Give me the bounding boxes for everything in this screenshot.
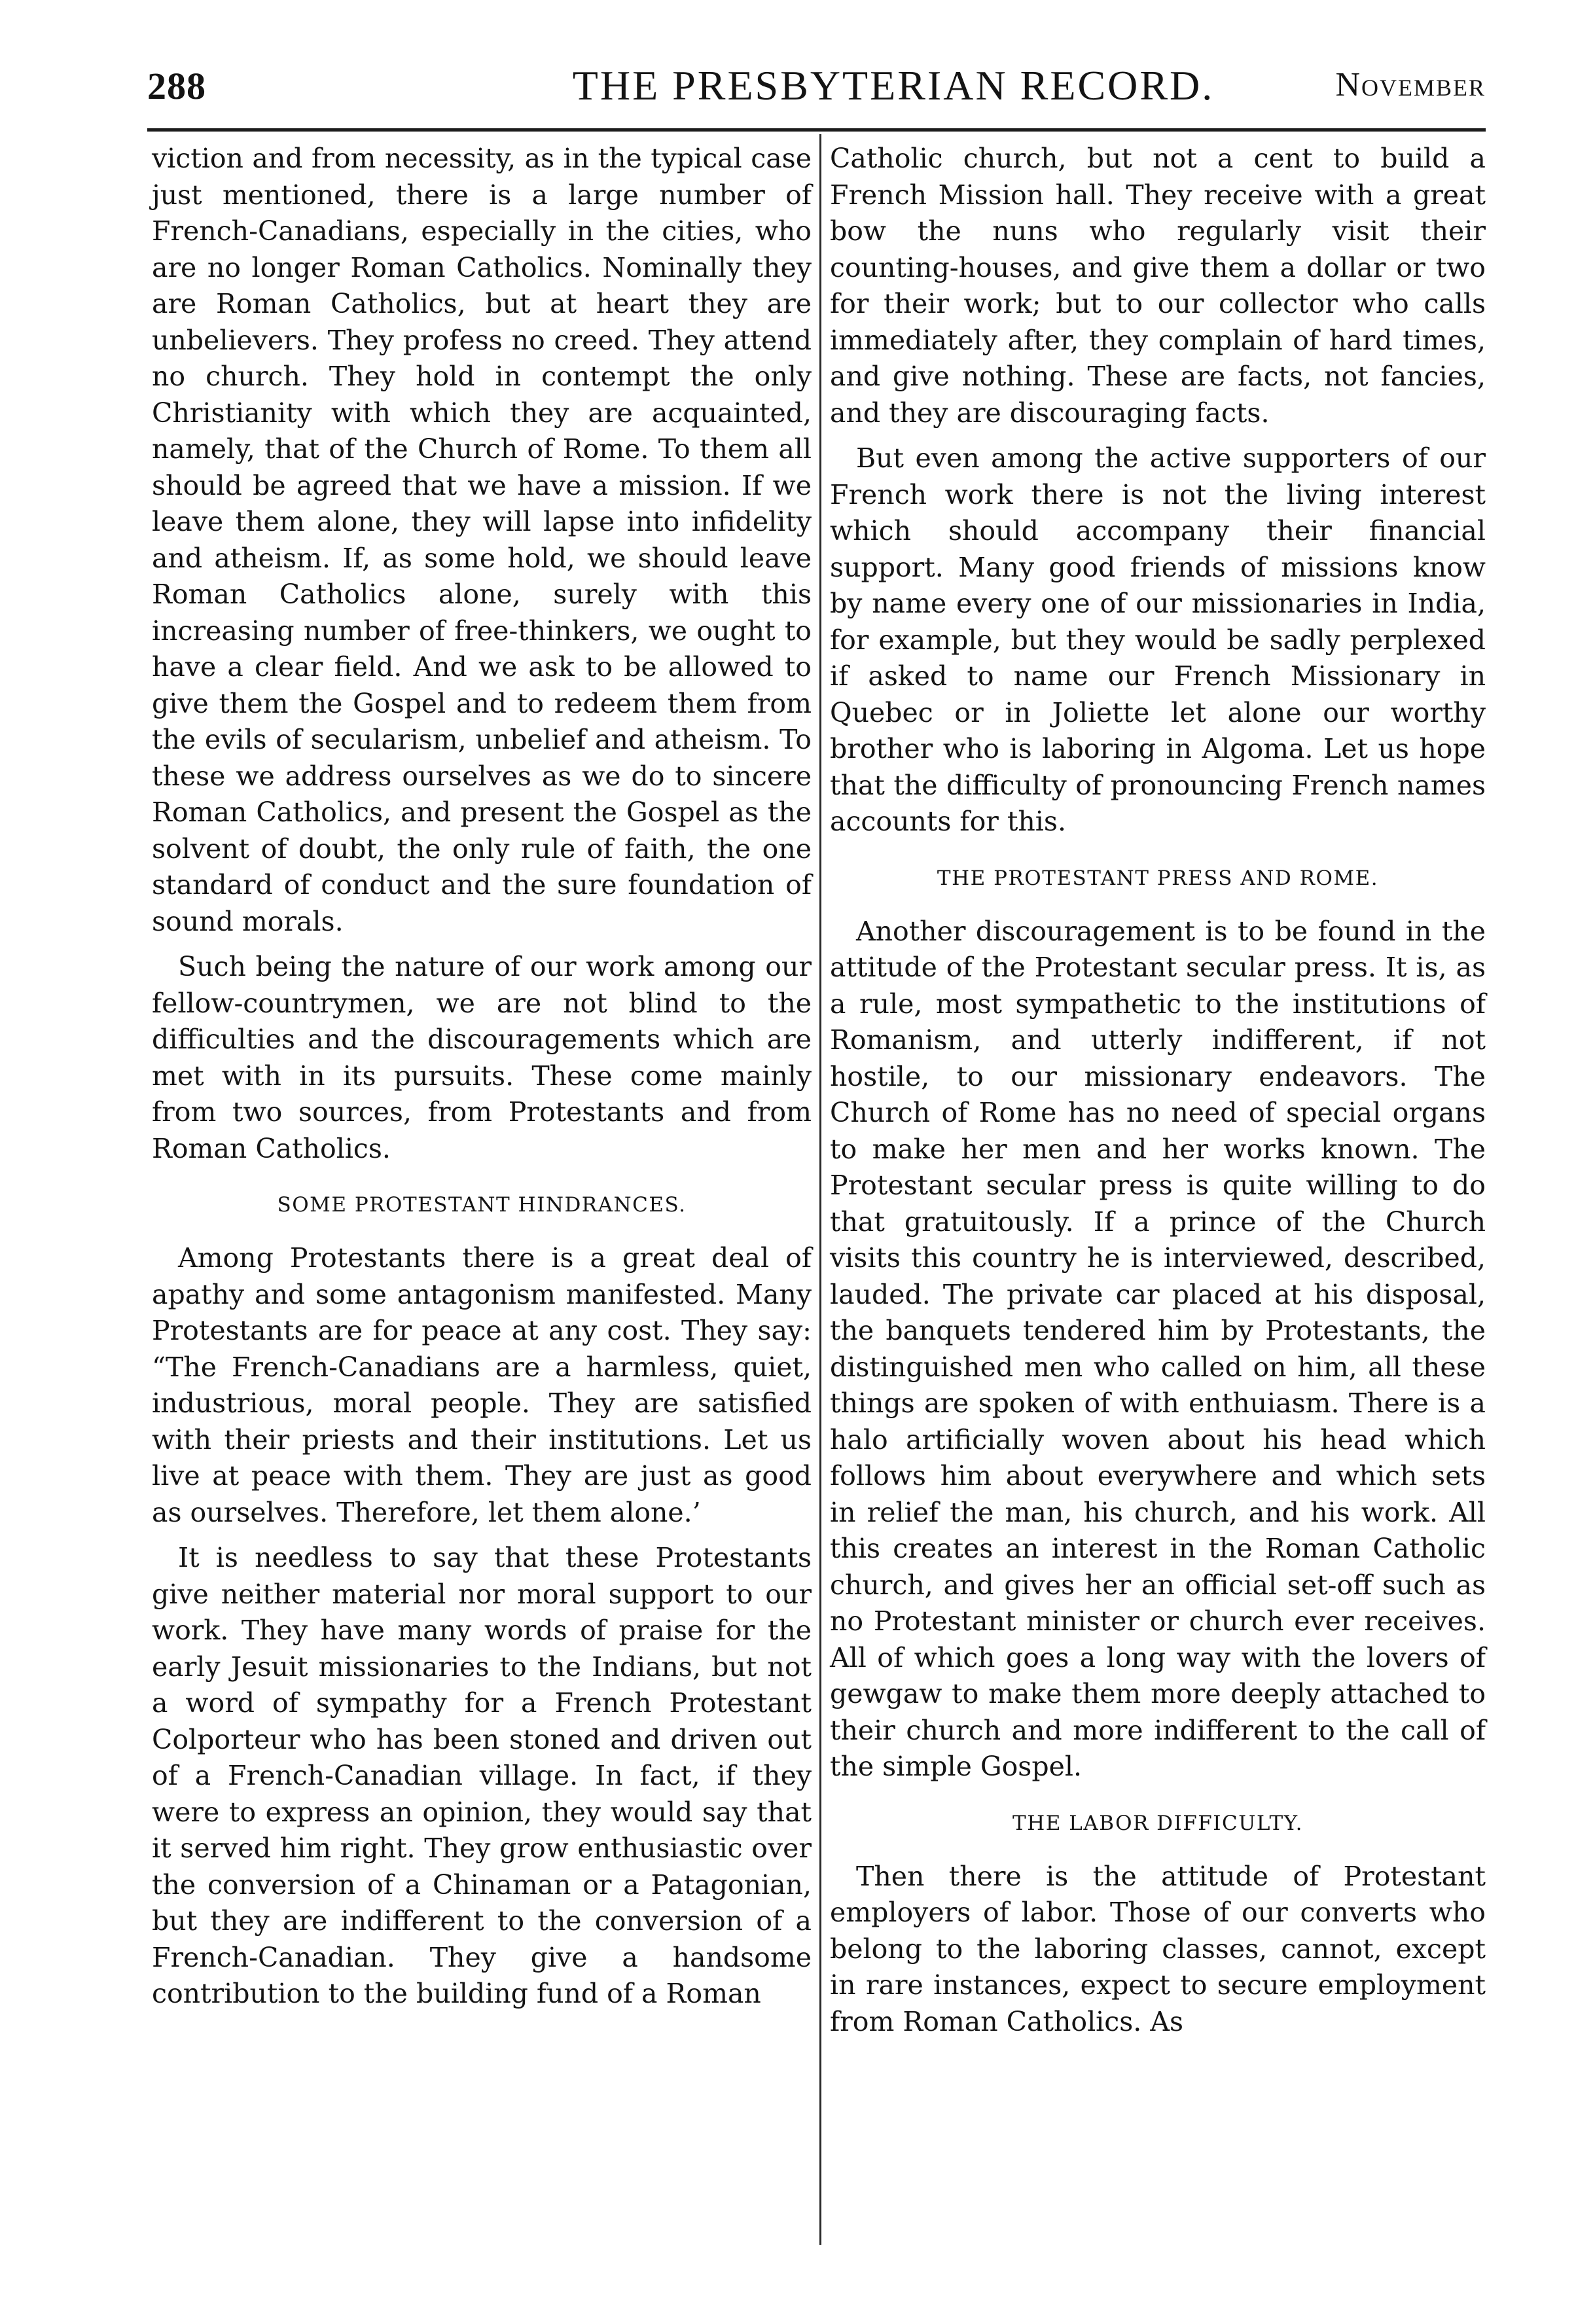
left-column [152, 141, 812, 2022]
section-heading: THE LABOR DIFFICULTY. [1012, 1811, 1303, 1835]
publication-title: THE PRESBYTERIAN RECORD. [572, 62, 1215, 109]
paragraph: Then there is the attitude of Protestant employers of labor. Those of our converts who belong to the laboring classes, cannot, except in rare instances, expect to secure employment from Roman Catholics. As [830, 1860, 1486, 2037]
paragraph: Another discouragement is to be found in the attitude of the Protestant secular press. It is, as a rule, most sympathetic to the institutions of Romanism, and utterly indifferent, if not hostile, to our missionary endeavors. The Church of Rome has no need of special organs to make her men and her works known. The Protestant secular press is quite willing to do that gratuitously. If a prince of the Church visits this country he is interviewed, described, lauded. The private car placed at his disposal, the banquets tendered him by Protestants, the distinguished men who called on him, all these things are spoken of with enthuiasm. There is a halo artificially woven about his head which follows him about everywhere and which sets in relief the man, his church, and his work. All this creates an interest in the Roman Catholic church, and gives her an official set-off such as no Protestant minister or church ever receives. All of which goes a long way with the lovers of gewgaw to make them more deeply attached to their church and more indifferent to the call of the simple Gospel. [830, 915, 1486, 1782]
page-number: 288 [147, 65, 206, 107]
paragraph: Such being the nature of our work among our fellow-countrymen, we are not blind to the difficulties and the discouragements which are met with in its pursuits. These come mainly from two sources, from Protestants and from Roman Catholics. [152, 951, 812, 1164]
right-column [830, 141, 1486, 2049]
header-rule [147, 128, 1486, 132]
paragraph: viction and from necessity, as in the typical case just mentioned, there is a large number of French-Canadians, especially in the cities, who are no longer Roman Catholics. Nominally they are Roman Catholics, but at heart they are unbelievers. They profess no creed. They attend no church. They hold in contempt the only Christianity with which they are acquainted, namely, that of the Church of Rome. To them all should be agreed that we have a mission. If we leave them alone, they will lapse into infidelity and atheism. If, as some hold, we should leave Roman Catholics alone, surely with this increasing number of free-thinkers, we ought to have a clear field. And we ask to be allowed to give them the Gospel and to redeem them from the evils of secularism, unbelief and atheism. To these we address ourselves as we do to sincere Roman Catholics, and present the Gospel as the solvent of doubt, the only rule of faith, the one standard of conduct and the sure foundation of sound morals. [152, 143, 812, 937]
page-header [147, 58, 1486, 130]
section-heading: SOME PROTESTANT HINDRANCES. [277, 1193, 687, 1217]
paragraph: But even among the active supporters of our French work there is not the living interest which should accompany their financial support. Many good friends of missions know by name every one of our missionaries in India, for example, but they would be sadly perplexed if asked to name our French Missionary in Quebec or in Joliette let alone our worthy brother who is laboring in Algoma. Let us hope that the difficulty of pronouncing French names accounts for this. [830, 442, 1486, 837]
column-divider [819, 134, 821, 2245]
paragraph: It is needless to say that these Protestants give neither material nor moral support to our work. They have many words of praise for the early Jesuit missionaries to the Indians, but not a word of sympathy for a French Protestant Colporteur who has been stoned and driven out of a French-Canadian village. In fact, if they were to express an opinion, they would say that it served him right. They grow enthusiastic over the conversion of a Chinaman or a Patagonian, but they are indifferent to the conversion of a French-Canadian. They give a handsome contribution to the building fund of a Roman [152, 1542, 812, 2009]
paragraph: Catholic church, but not a cent to build a French Mission hall. They receive with a great bow the nuns who regularly visit their counting-houses, and give them a dollar or two for their work; but to our collector who calls immediately after, they complain of hard times, and give nothing. These are facts, not fancies, and they are discouraging facts. [830, 143, 1486, 429]
issue-month: November [1335, 66, 1486, 103]
paragraph: Among Protestants there is a great deal of apathy and some antagonism manifested. Many Protestants are for peace at any cost. They say: “The French-Canadians are a harmless, quiet, industrious, moral people. They are satisfied with their priests and their institutions. Let us live at peace with them. They are just as good as ourselves. Therefore, let them alone.’ [152, 1242, 812, 1528]
section-heading: THE PROTESTANT PRESS AND ROME. [937, 866, 1379, 890]
